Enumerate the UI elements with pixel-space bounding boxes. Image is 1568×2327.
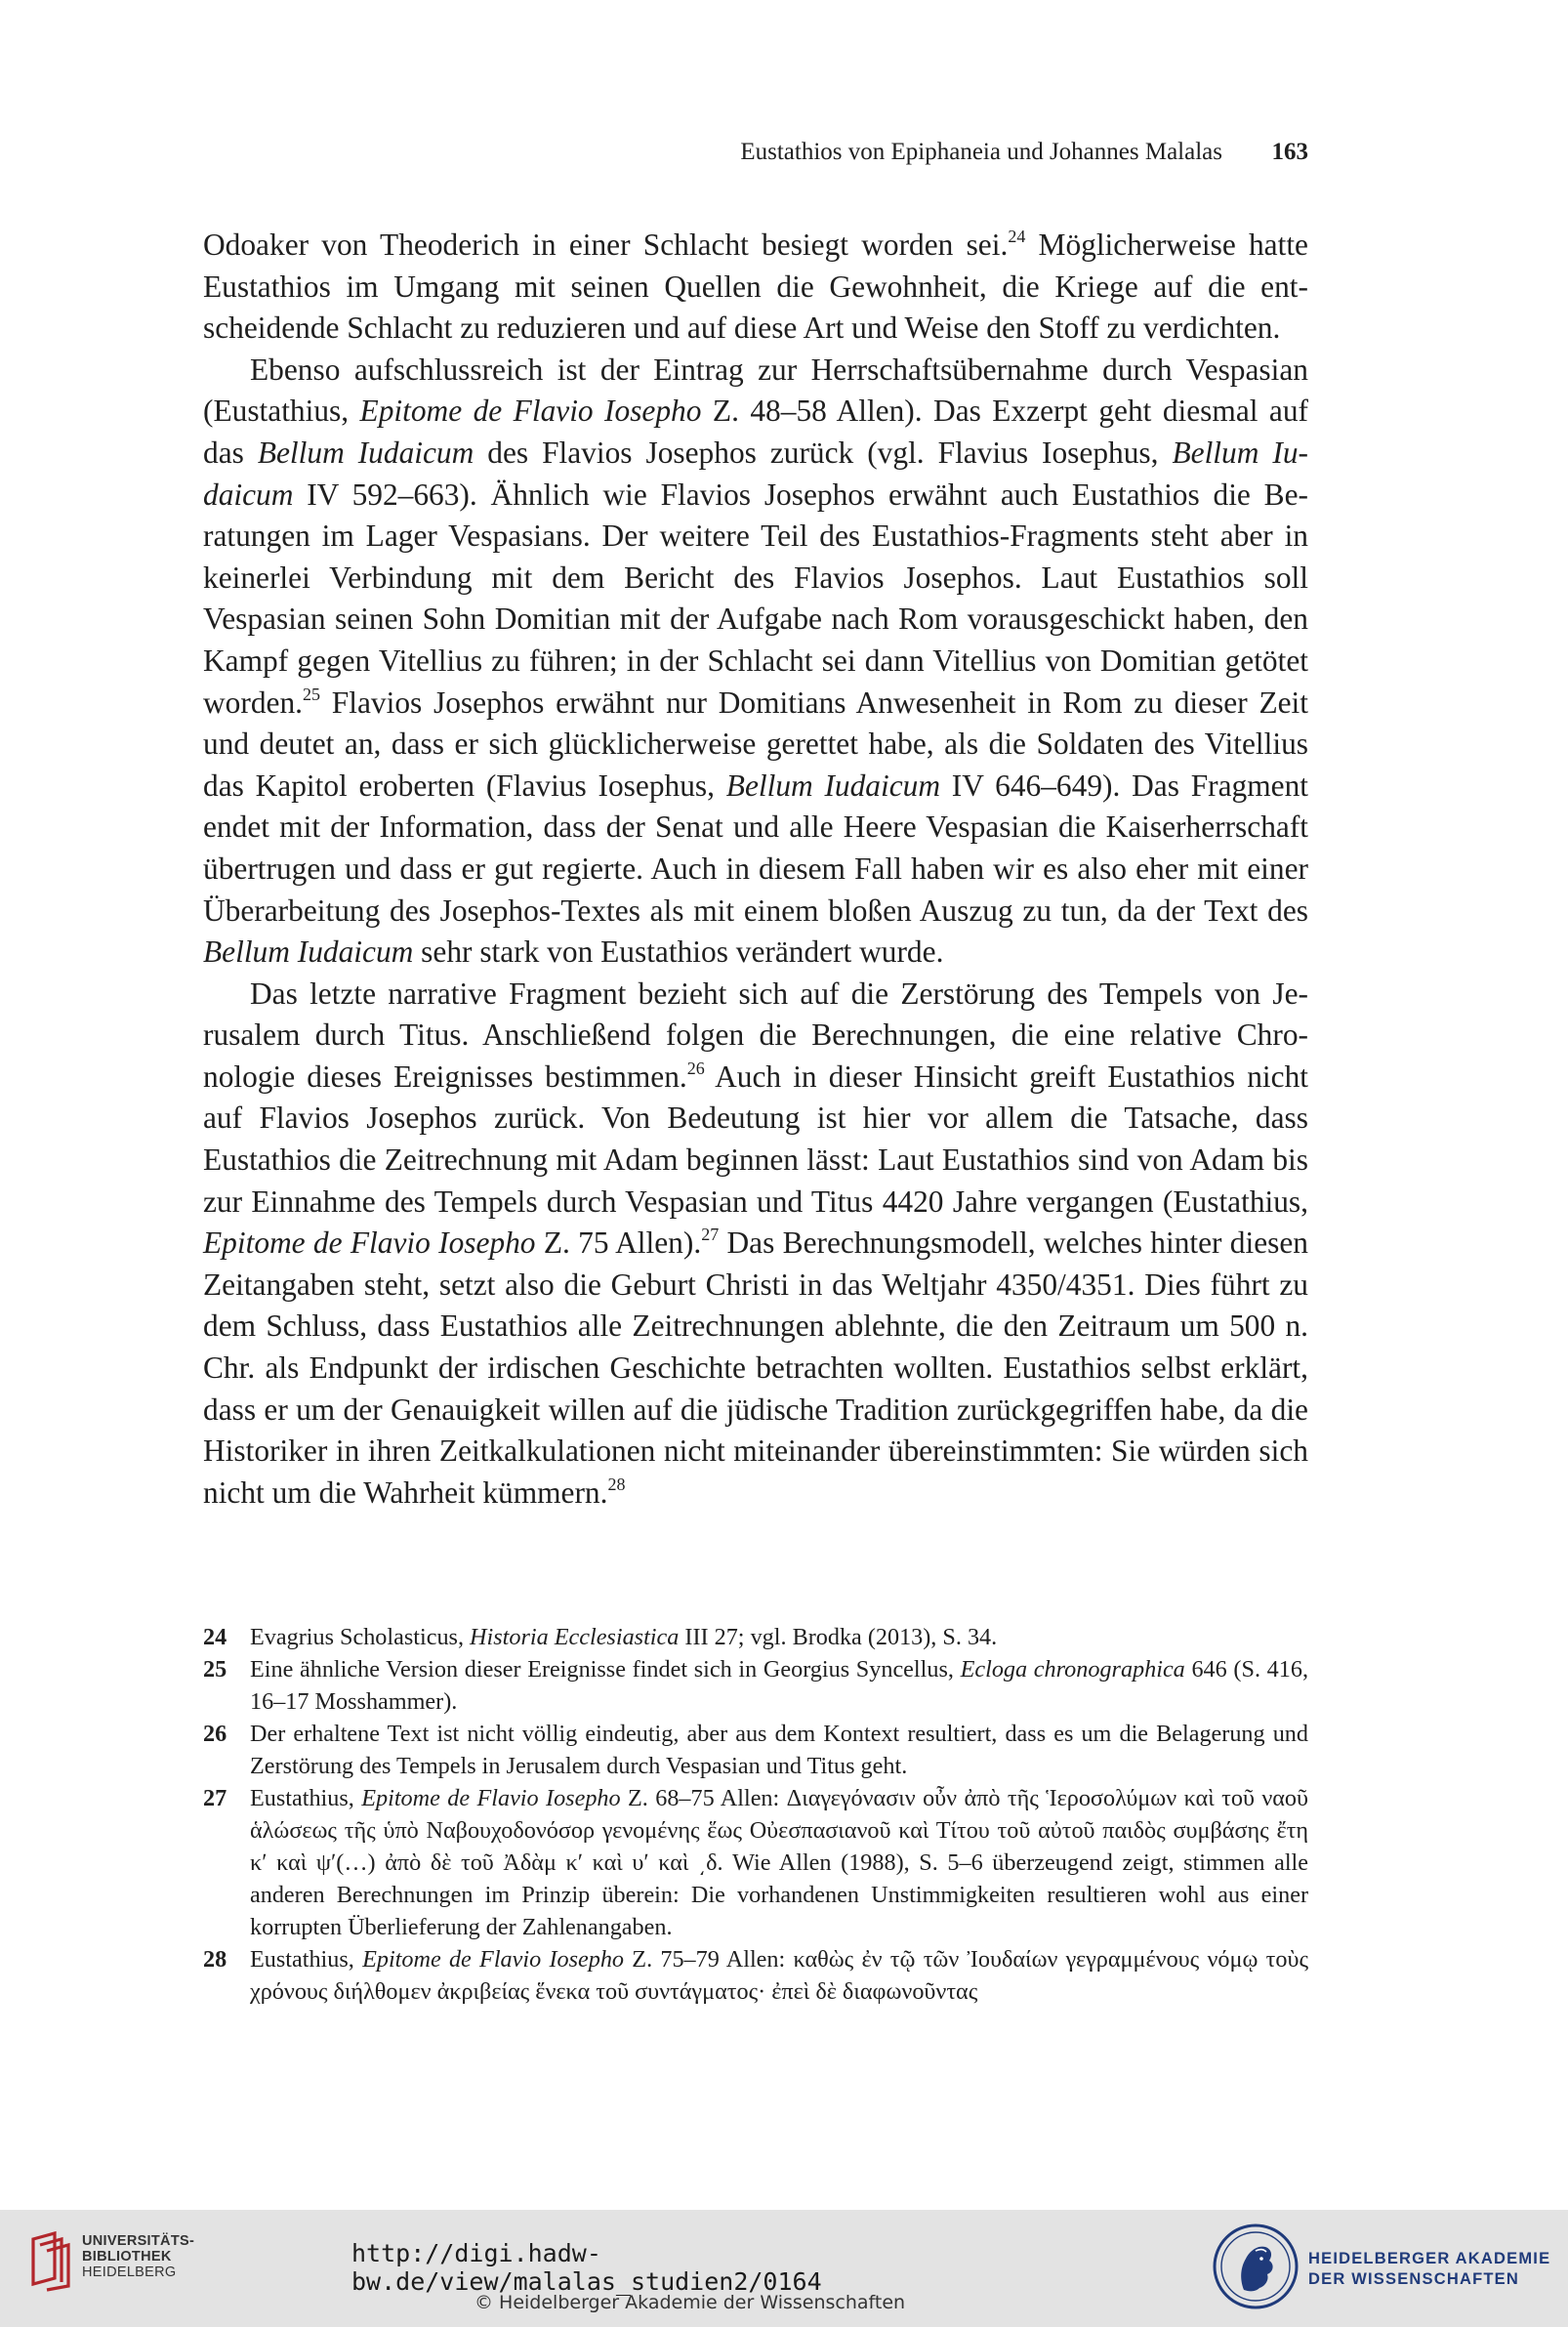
footnote-text: Der erhaltene Text ist nicht völlig eindeutig, aber aus dem Kontext resultiert, dass es um die Belagerung und Zerstörung des Tempels in Jerusalem durch Vespasian und Titus geht.: [250, 1721, 1308, 1779]
footnote-text: Eustathius,: [250, 1946, 363, 1973]
text-run: sehr stark von Eustathios verändert wurde.: [413, 935, 944, 970]
footnote-text: 646 (S. 416, 16–17 Mosshammer).: [250, 1656, 1308, 1715]
italic-title: Epitome de Flavio Iosepho: [362, 1946, 625, 1973]
paragraph-2: [203, 350, 1308, 974]
page-number: 163: [1271, 139, 1308, 165]
footnote-27: [203, 1782, 1308, 1943]
library-name-line: UNIVERSITÄTS-: [82, 2233, 195, 2249]
text-run: Odoaker von Theoderich in einer Schlacht besiegt worden sei.: [203, 228, 1009, 262]
italic-title: Bellum Iudaicum: [257, 435, 475, 470]
text-run: Flavios Josephos erwähnt nur Domitians Anwesenheit in Rom zu dieser Zeit und deutet an, dass er sich glücklicherweise gerettet habe, als die Soldaten des Vitellius das Kapitol eroberten (Flavius Iosephus,: [203, 685, 1308, 803]
footnote-text: III 27; vgl. Brodka (2013), S. 34.: [679, 1624, 998, 1650]
running-head-title: Eustathios von Epiphaneia und Johannes Malalas: [740, 139, 1222, 165]
italic-title: Bellum Iudaicum: [203, 935, 414, 970]
running-head: [203, 133, 1308, 172]
footnote-text: Eine ähnliche Version dieser Ereignisse findet sich in Georgius Syncellus,: [250, 1656, 961, 1683]
footnote-text: Z. 68–75 Allen: Διαγεγόνασιν οὖν ἀπὸ τῆς Ἱεροσολύμων καὶ τοῦ ναοῦ ἁλώσεως τῆς ὑπὸ Ναβουχοδονόσορ γενομένης ἕως Οὐεσπασιανοῦ καὶ Τίτου τοῦ αὐτοῦ παιδὸς συμβάσης ἔτη κʹ καὶ ψʹ(…) ἀπὸ δὲ τοῦ Ἀδὰμ κʹ καὶ υʹ καὶ ͵δ. Wie Allen (1988), S. 5–6 überzeugend zeigt, stimmen alle anderen Berechnungen im Prinzip überein: Die vorhandenen Unstimmigkeiten resultieren wohl aus einer korrupten Überlieferung der Zahlenangaben.: [250, 1785, 1308, 1940]
footnote-number: 25: [203, 1656, 227, 1683]
academy-name: [1308, 2249, 1550, 2290]
copyright-notice: © Heidelberger Akademie der Wissenschaften: [475, 2292, 906, 2313]
footnote-text: Z. 75–79 Allen: καθὼς ἐν τῷ τῶν Ἰουδαίων γεγραμμένους νόμῳ τοὺς χρόνους διήλθομεν ἀκριβείας ἕνεκα τοῦ συντάγματος· ἐπεὶ δὲ διαφωνοῦντας: [250, 1946, 1309, 2005]
footer-bar: [0, 2210, 1568, 2327]
footnote-24: [203, 1621, 1308, 1653]
academy-name-line: DER WISSENSCHAFTEN: [1308, 2270, 1519, 2288]
footnote-number: 28: [203, 1946, 227, 1973]
italic-title: Bellum Iudaicum: [725, 768, 941, 803]
footnote-ref-24[interactable]: 24: [1008, 227, 1026, 246]
text-run: Das Berechnungsmodell, welches hinter diesen Zeitangaben steht, setzt also die Geburt Christi in das Weltjahr 4350/4351. Dies führt zu dem Schluss, dass Eustathios alle Zeitrechnungen ablehnte, die den Zeitraum um 500 n. Chr. als Endpunkt der irdischen Geschichte betrachten wollten. Eustathios selbst erklärt, dass er um der Genauigkeit willen auf die jüdische Tradition zurückgegriffen habe, da die Historiker in ihren Zeitkalkulationen nicht miteinander übereinstimmten: Sie würden sich nicht um die Wahrheit kümmern.: [203, 1226, 1309, 1510]
footnote-text: Evagrius Scholasticus,: [250, 1624, 471, 1650]
italic-title: Epitome de Flavio Iosepho: [359, 394, 702, 429]
footnote-25: [203, 1653, 1308, 1718]
main-text: [203, 225, 1308, 1514]
italic-title: Historia Ecclesiastica: [470, 1624, 680, 1650]
footnote-ref-25[interactable]: 25: [303, 684, 320, 704]
text-run: des Flavios Josephos zurück (vgl. Flavius Iosephus,: [474, 435, 1173, 470]
text-run: Das letzte narrative Fragment bezieht sich auf die Zerstörung des Tempels von Jerusalem durch Titus. Anschließend folgen die Berechnungen, die eine relative Chronologie dieses Ereignisses bestimmen.: [203, 976, 1308, 1094]
library-name-line: HEIDELBERG: [82, 2265, 177, 2280]
text-run: Ebenso aufschlussreich ist der Eintrag zur Herrschaftsübernahme durch Vespasian (Eustathius,: [203, 352, 1308, 429]
footnote-28: [203, 1943, 1308, 2008]
text-run: Auch in dieser Hinsicht greift Eustathios nicht auf Flavios Josephos zurück. Von Bedeutung ist hier vor allem die Tatsache, dass Eustathios die Zeitrechnung mit Adam beginnen lässt: Laut Eustathios sind von Adam bis zur Einnahme des Tempels durch Vespasian und Titus 4420 Jahre vergangen (Eustathius,: [203, 1059, 1308, 1219]
footnote-ref-27[interactable]: 27: [701, 1225, 720, 1245]
text-run: Möglicherweise hatte Eustathios im Umgang mit seinen Quellen die Gewohnheit, die Kriege auf die entscheidende Schlacht zu reduzieren und auf diese Art und Weise den Stoff zu verdichten.: [203, 228, 1308, 346]
footnote-26: [203, 1718, 1308, 1782]
italic-title: Ecloga chronographica: [960, 1656, 1185, 1683]
footnote-number: 26: [203, 1721, 227, 1747]
paragraph-3: [203, 974, 1308, 1515]
academy-seal-icon: [1211, 2222, 1300, 2311]
permalink-url[interactable]: http://digi.hadw-bw.de/view/malalas_studien2/0164: [351, 2239, 822, 2296]
library-book-icon: [25, 2229, 74, 2292]
text-run: IV 592–663). Ähnlich wie Flavios Josephos erwähnt auch Eustathios die Beratungen im Lager Vespasians. Der weitere Teil des Eustathios-Fragments steht aber in keinerlei Verbindung mit dem Bericht des Flavios Josephos. Laut Eustathios soll Vespasian seinen Sohn Domitian mit der Aufgabe nach Rom vorausgeschickt haben, den Kampf gegen Vitellius zu führen; in der Schlacht sei dann Vitellius von Domitian getötet worden.: [203, 477, 1308, 720]
university-library-logo[interactable]: [25, 2229, 221, 2307]
footnote-number: 27: [203, 1785, 227, 1811]
footnote-number: 24: [203, 1624, 227, 1650]
italic-title: Epitome de Flavio Iosepho: [203, 1226, 536, 1261]
text-run: Z. 48–58 Allen). Das Exzerpt geht diesmal auf das: [203, 394, 1308, 470]
academy-logo[interactable]: [1211, 2218, 1551, 2319]
paragraph-1: [203, 225, 1308, 350]
footnotes: [203, 1621, 1308, 2008]
footnote-ref-28[interactable]: 28: [607, 1474, 626, 1494]
footnote-text: Eustathius,: [250, 1785, 362, 1811]
library-name: [82, 2233, 194, 2280]
library-name-line: BIBLIOTHEK: [82, 2249, 172, 2265]
italic-title: Epitome de Flavio Iosepho: [361, 1785, 621, 1811]
footnote-ref-26[interactable]: 26: [686, 1058, 705, 1078]
academy-name-line: HEIDELBERGER AKADEMIE: [1308, 2250, 1551, 2267]
text-run: Z. 75 Allen).: [535, 1226, 702, 1261]
italic-title: Bellum Iudaicum: [203, 435, 1308, 512]
text-run: IV 646–649). Das Fragment endet mit der Information, dass der Senat und alle Heere Vespasian die Kaiserherrschaft übertrugen und dass er gut regierte. Auch in diesem Fall haben wir es also eher mit einer Überarbeitung des Josephos-Textes als mit einem bloßen Auszug zu tun, da der Text des: [203, 768, 1308, 928]
